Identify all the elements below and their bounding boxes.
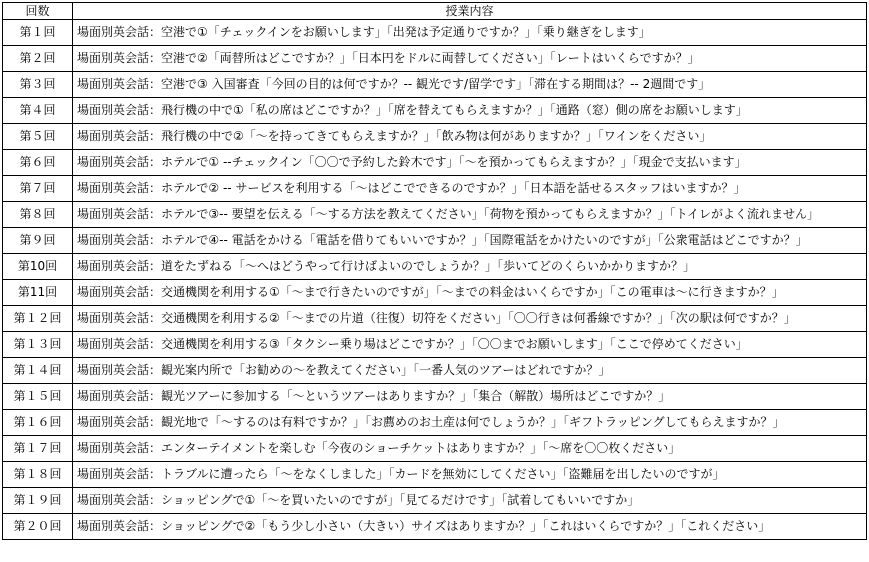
- lesson-content: 場面別英会話：交通機関を利用する③「タクシー乗り場はどこですか？」「〇〇までお願いします」「ここで停めてください」: [73, 332, 867, 358]
- lesson-content: 場面別英会話：観光案内所で「お勧めの～を教えてください」「一番人気のツアーはどれですか？」: [73, 358, 867, 384]
- lesson-content: 場面別英会話：ホテルで③-- 要望を伝える「～する方法を教えてください」「荷物を預かってもらえますか？」「トイレがよく流れません」: [73, 202, 867, 228]
- lesson-number: 第４回: [3, 98, 73, 124]
- table-row: [3, 306, 867, 332]
- lesson-number: 第１９回: [3, 488, 73, 514]
- lesson-content: 場面別英会話：空港で②「両替所はどこですか？」「日本円をドルに両替してください」「レートはいくらですか？」: [73, 46, 867, 72]
- table-row: [3, 358, 867, 384]
- table-row: [3, 462, 867, 488]
- lesson-content: 場面別英会話：ショッピングで②「もう少し小さい（大きい）サイズはありますか？」「これはいくらですか？」「これください」: [73, 514, 867, 540]
- header-number: 回数: [3, 3, 73, 20]
- lesson-number: 第２０回: [3, 514, 73, 540]
- lesson-content: 場面別英会話：道をたずねる「～へはどうやって行けばよいのでしょうか？」「歩いてどのくらいかかりますか？」: [73, 254, 867, 280]
- lesson-number: 第１３回: [3, 332, 73, 358]
- lesson-number: 第１回: [3, 20, 73, 46]
- table-row: [3, 202, 867, 228]
- table-row: [3, 98, 867, 124]
- lesson-number: 第11回: [3, 280, 73, 306]
- lesson-content: 場面別英会話：ホテルで① --チェックイン「〇〇で予約した鈴木です」「～を預かってもらえますか？」「現金で支払います」: [73, 150, 867, 176]
- table-row: [3, 72, 867, 98]
- lesson-content: 場面別英会話：空港で①「チェックインをお願いします」「出発は予定通りですか？」「乗り継ぎをします」: [73, 20, 867, 46]
- lesson-number: 第７回: [3, 176, 73, 202]
- lesson-number: 第１８回: [3, 462, 73, 488]
- lesson-number: 第１６回: [3, 410, 73, 436]
- lesson-content: 場面別英会話：トラブルに遭ったら「～をなくしました」「カードを無効にしてください」「盗難届を出したいのですが」: [73, 462, 867, 488]
- table-row: [3, 514, 867, 540]
- lesson-content: 場面別英会話：ホテルで② -- サービスを利用する「～はどこでできるのですか？」「日本語を話せるスタッフはいますか？」: [73, 176, 867, 202]
- lesson-content: 場面別英会話：空港で③ 入国審査「今回の目的は何ですか？-- 観光です/留学です」「滞在する期間は？-- 2週間です」: [73, 72, 867, 98]
- lesson-number: 第１７回: [3, 436, 73, 462]
- table-row: [3, 228, 867, 254]
- lesson-number: 第１４回: [3, 358, 73, 384]
- lesson-number: 第１５回: [3, 384, 73, 410]
- lesson-content: 場面別英会話：観光地で「～するのは有料ですか？」「お薦めのお土産は何でしょうか？」「ギフトラッピングしてもらえますか？」: [73, 410, 867, 436]
- lesson-number: 第８回: [3, 202, 73, 228]
- lesson-content: 場面別英会話：飛行機の中で②「～を持ってきてもらえますか？」「飲み物は何がありますか？」「ワインをください」: [73, 124, 867, 150]
- lesson-number: 第６回: [3, 150, 73, 176]
- lesson-number: 第９回: [3, 228, 73, 254]
- table-row: [3, 20, 867, 46]
- lesson-number: 第３回: [3, 72, 73, 98]
- lesson-number: 第１２回: [3, 306, 73, 332]
- lesson-content: 場面別英会話：交通機関を利用する②「～までの片道（往復）切符をください」「〇〇行きは何番線ですか？」「次の駅は何ですか？」: [73, 306, 867, 332]
- table-row: [3, 488, 867, 514]
- table-row: [3, 332, 867, 358]
- table-row: [3, 254, 867, 280]
- lesson-number: 第５回: [3, 124, 73, 150]
- table-row: [3, 280, 867, 306]
- header-row: [3, 3, 867, 20]
- lesson-content: 場面別英会話：エンターテイメントを楽しむ「今夜のショーチケットはありますか？」「～席を〇〇枚ください」: [73, 436, 867, 462]
- table-row: [3, 46, 867, 72]
- lesson-number: 第２回: [3, 46, 73, 72]
- lesson-content: 場面別英会話：交通機関を利用する①「～まで行きたいのですが」「～までの料金はいくらですか」「この電車は～に行きますか？」: [73, 280, 867, 306]
- table-row: [3, 124, 867, 150]
- lesson-content: 場面別英会話：観光ツアーに参加する「～というツアーはありますか？」「集合（解散）場所はどこですか？」: [73, 384, 867, 410]
- lesson-content: 場面別英会話：飛行機の中で①「私の席はどこですか？」「席を替えてもらえますか？」「通路（窓）側の席をお願いします」: [73, 98, 867, 124]
- syllabus-table: [2, 2, 867, 540]
- table-row: [3, 384, 867, 410]
- table-row: [3, 410, 867, 436]
- lesson-content: 場面別英会話：ショッピングで①「～を買いたいのですが」「見てるだけです」「試着してもいいですか」: [73, 488, 867, 514]
- lesson-content: 場面別英会話：ホテルで④-- 電話をかける「電話を借りてもいいですか？」「国際電話をかけたいのですが」「公衆電話はどこですか？」: [73, 228, 867, 254]
- header-content: 授業内容: [73, 3, 867, 20]
- lesson-number: 第10回: [3, 254, 73, 280]
- table-row: [3, 176, 867, 202]
- table-row: [3, 150, 867, 176]
- table-row: [3, 436, 867, 462]
